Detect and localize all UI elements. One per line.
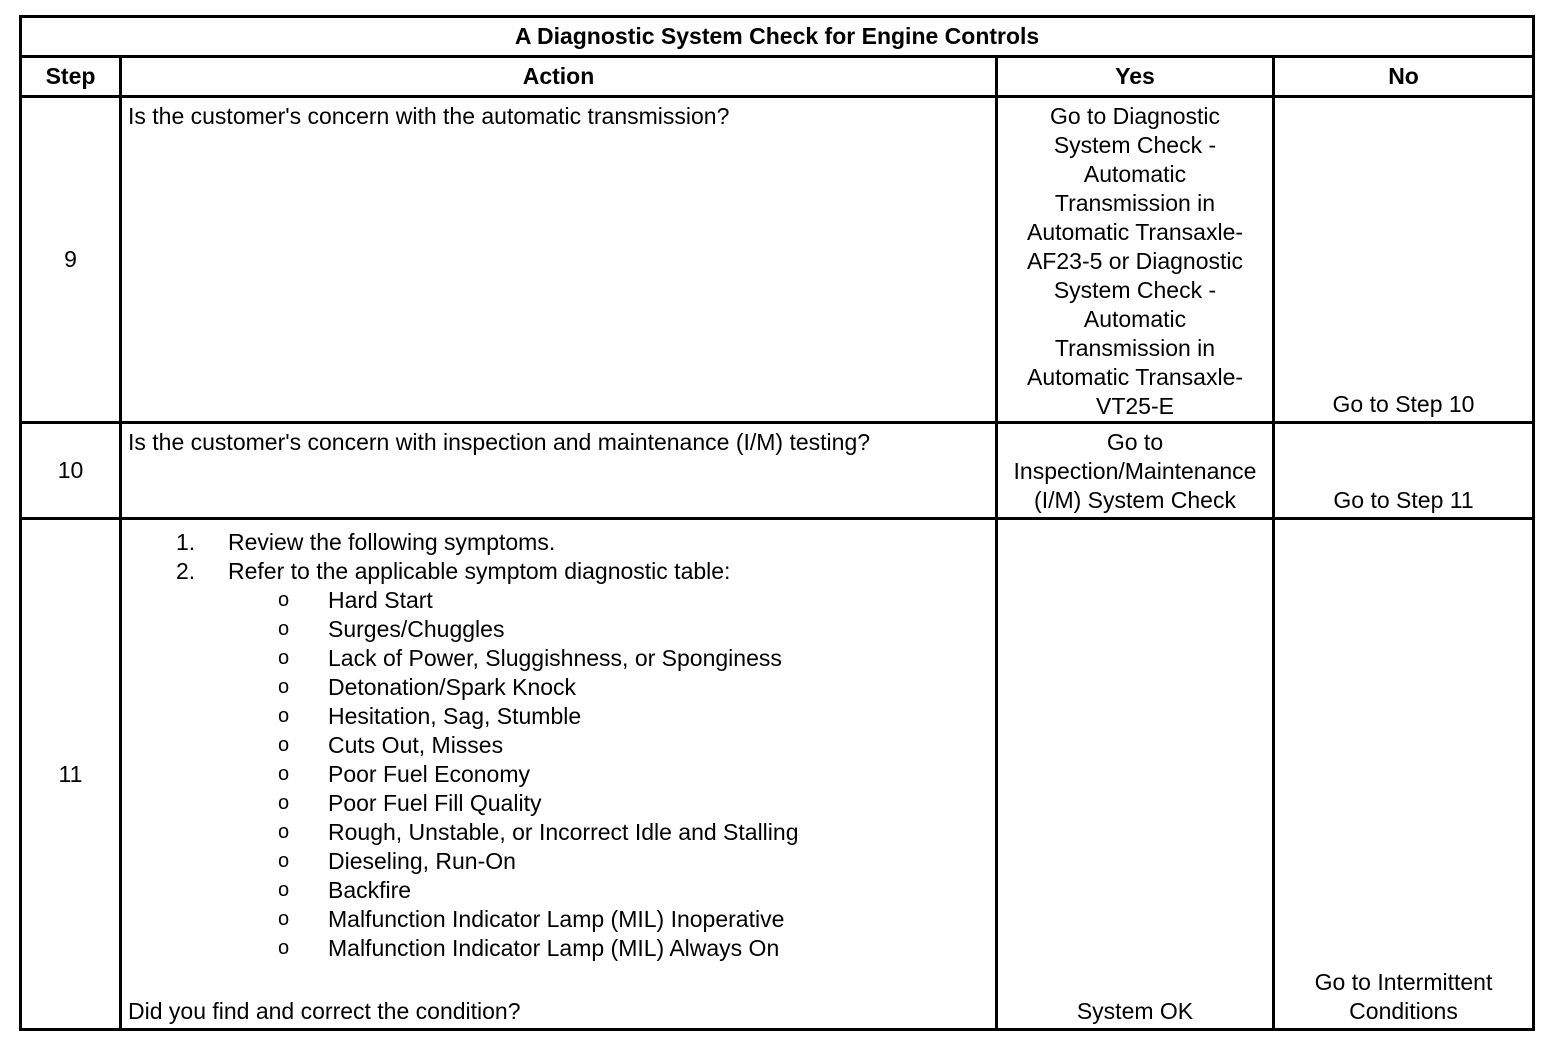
yes-line: AF23-5 or Diagnostic [1026, 248, 1244, 274]
list-item: 1. Review the following symptoms. [176, 529, 556, 555]
yes-line: System Check - [1053, 277, 1217, 303]
step-number: 10 [21, 423, 121, 519]
symptom-item: o Detonation/Spark Knock [278, 674, 577, 700]
header-row [21, 57, 1534, 97]
header-step: Step [21, 57, 121, 97]
bullet-icon: o [278, 763, 290, 785]
symptom-item: o Poor Fuel Economy [278, 761, 530, 787]
no-cell [1274, 519, 1534, 1030]
yes-line: (I/M) System Check [1034, 487, 1236, 513]
yes-line: Transmission in [1054, 335, 1216, 361]
header-no: No [1274, 57, 1534, 97]
yes-line: Inspection/Maintenance [1013, 458, 1257, 484]
no-cell [1274, 423, 1534, 519]
list-item: 2. Refer to the applicable symptom diagnostic table: [176, 558, 731, 584]
diagnostic-table [19, 15, 1535, 1031]
yes-line: Transmission in [1054, 190, 1216, 216]
symptom-item: o Surges/Chuggles [278, 616, 505, 642]
symptom-item: o Lack of Power, Sluggishness, or Sponginess [278, 645, 782, 671]
symptom-item: o Malfunction Indicator Lamp (MIL) Always On [278, 935, 780, 961]
symptom-item: o Malfunction Indicator Lamp (MIL) Inoperative [278, 906, 785, 932]
no-text [1275, 968, 1532, 1026]
yes-line: Automatic [1083, 306, 1187, 332]
no-cell [1274, 97, 1534, 423]
symptom-item: o Poor Fuel Fill Quality [278, 790, 542, 816]
bullet-icon: o [278, 792, 290, 814]
bullet-icon: o [278, 589, 290, 611]
yes-line: Automatic [1083, 161, 1187, 187]
yes-cell [997, 519, 1274, 1030]
header-yes: Yes [997, 57, 1274, 97]
step-list [128, 528, 989, 586]
symptom-item: o Hard Start [278, 587, 433, 613]
bullet-icon: o [278, 734, 290, 756]
step-number: 11 [21, 519, 121, 1030]
yes-cell [997, 423, 1274, 519]
header-action: Action [121, 57, 997, 97]
bullet-icon: o [278, 908, 290, 930]
bullet-icon: o [278, 618, 290, 640]
yes-text: System OK [1076, 998, 1194, 1024]
yes-cell [997, 97, 1274, 423]
bullet-icon: o [278, 705, 290, 727]
bullet-icon: o [278, 937, 290, 959]
table-row [21, 519, 1534, 1030]
bullet-icon: o [278, 821, 290, 843]
yes-line: Automatic Transaxle- [1026, 364, 1244, 390]
symptom-item: o Rough, Unstable, or Incorrect Idle and Stalling [278, 819, 799, 845]
bullet-icon: o [278, 647, 290, 669]
table-row [21, 97, 1534, 423]
yes-line: VT25-E [1096, 393, 1174, 419]
action-cell [121, 519, 997, 1030]
yes-line: Go to [1106, 429, 1164, 455]
table-title: A Diagnostic System Check for Engine Controls [21, 17, 1534, 57]
no-text: Go to Step 10 [1332, 391, 1475, 417]
symptom-list [128, 586, 989, 963]
bullet-icon: o [278, 676, 290, 698]
symptom-item: o Dieseling, Run-On [278, 848, 516, 874]
yes-line: System Check - [1053, 132, 1217, 158]
step-number: 9 [21, 97, 121, 423]
no-line: Conditions [1349, 998, 1458, 1024]
no-line: Go to Intermittent [1314, 969, 1493, 995]
action-text: Is the customer's concern with inspection and maintenance (I/M) testing? [121, 423, 997, 519]
bullet-icon: o [278, 879, 290, 901]
symptom-item: o Hesitation, Sag, Stumble [278, 703, 582, 729]
action-text: Is the customer's concern with the automatic transmission? [121, 97, 997, 423]
yes-line: Automatic Transaxle- [1026, 219, 1244, 245]
symptom-item: o Backfire [278, 877, 412, 903]
table-row [21, 423, 1534, 519]
yes-line: Go to Diagnostic [1049, 103, 1221, 129]
bullet-icon: o [278, 850, 290, 872]
no-text: Go to Step 11 [1333, 487, 1474, 513]
symptom-item: o Cuts Out, Misses [278, 732, 504, 758]
question-text: Did you find and correct the condition? [128, 998, 521, 1024]
